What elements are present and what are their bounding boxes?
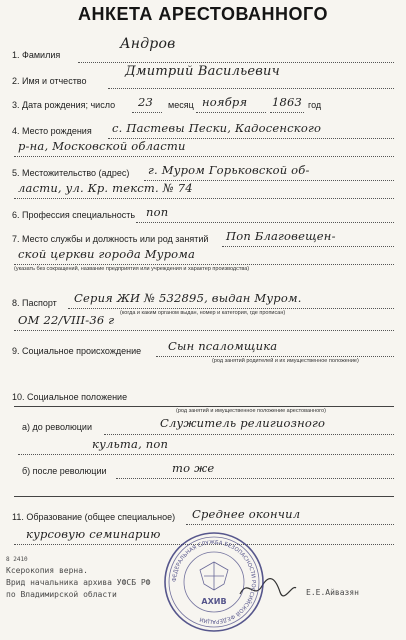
field-6-label: 6. Профессия специальность (12, 210, 136, 220)
field-3-day: 23 (138, 95, 154, 109)
field-1-line (78, 62, 394, 63)
field-9-line (156, 356, 394, 357)
official-seal (162, 530, 266, 634)
signature-name: Е.Е.Айвазян (306, 588, 359, 597)
field-1-label: 1. Фамилия (12, 50, 61, 60)
field-8-value-1: Серия ЖИ № 532895, выдан Муром. (74, 291, 302, 305)
document-title: АНКЕТА АРЕСТОВАННОГО (77, 4, 329, 24)
field-6-line (136, 222, 394, 223)
field-5-line-2 (14, 198, 394, 199)
field-1-value: Андров (120, 36, 176, 52)
field-8-label: 8. Паспорт (12, 298, 57, 308)
field-6-value: поп (146, 205, 169, 219)
field-3-year-line (270, 112, 304, 113)
field-2-value: Дмитрий Васильевич (125, 64, 280, 79)
archive-page-number: 8 2410 (6, 556, 28, 563)
field-11-value-1: Среднее окончил (192, 507, 301, 521)
field-11-line-1 (186, 524, 394, 525)
field-2-label: 2. Имя и отчество (12, 76, 87, 86)
seal-center-text: АХИВ (201, 597, 227, 606)
field-10b-value: то же (172, 461, 215, 475)
field-10-caption: (род занятий и имущественное положение арестованного) (176, 408, 326, 414)
field-10b-line (116, 478, 394, 479)
field-7-line-1 (222, 246, 394, 247)
field-10a-line-2 (18, 454, 394, 455)
field-4-label: 4. Место рождения (12, 126, 92, 136)
field-8-line-1 (68, 308, 394, 309)
field-11-value-2: курсовую семинарию (26, 527, 161, 541)
certification-line-3: по Владимирской области (6, 590, 117, 599)
field-10a-value-2: культа, поп (92, 437, 169, 451)
field-8-caption: (когда и каким органом выдан, номер и категория, где прописан) (120, 310, 286, 316)
seal-ring-text: ФЕДЕРАЛЬНАЯ СЛУЖБА БЕЗОПАСНОСТИ РОССИЙСКОЙ ФЕДЕРАЦИИ (171, 539, 257, 625)
field-7-label: 7. Место службы и должность или род занятий (12, 234, 209, 244)
field-3-year-label: год (308, 100, 322, 110)
field-10a-line-1 (104, 434, 394, 435)
field-8-line-2 (14, 330, 394, 331)
field-9-value: Сын псаломщика (168, 339, 278, 353)
field-10-label: 10. Социальное положение (12, 392, 128, 402)
certification-line-1: Ксерокопия верна. (6, 566, 88, 575)
certification-line-2: Врид начальника архива УФСБ РФ (6, 578, 151, 587)
field-7-line-2 (14, 264, 394, 265)
field-10a-label: а) до революции (22, 422, 92, 432)
section-divider (14, 496, 394, 497)
field-3-label: 3. Дата рождения; число (12, 100, 116, 110)
field-9-label: 9. Социальное происхождение (12, 346, 142, 356)
field-4-value-2: р-на, Московской области (18, 139, 186, 153)
field-10a-value-1: Служитель религиозного (160, 416, 326, 430)
field-3-month: ноября (202, 95, 248, 109)
field-10-line (14, 406, 394, 407)
field-3-month-line (196, 112, 266, 113)
field-4-value-1: с. Пастевы Пески, Кадосенского (112, 121, 322, 135)
field-4-line-2 (14, 156, 394, 157)
field-5-value-2: ласти, ул. Кр. текст. № 74 (18, 181, 193, 195)
field-3-month-label: месяц (168, 100, 194, 110)
field-3-day-line (132, 112, 162, 113)
field-7-caption: (указать без сокращений, название предприятия или учреждения и характер производства) (14, 266, 250, 272)
field-5-value-1: г. Муром Горьковской об- (148, 163, 310, 177)
field-5-label: 5. Местожительство (адрес) (12, 168, 130, 178)
field-10b-label: б) после революции (22, 466, 107, 476)
field-2-line (108, 88, 394, 89)
field-7-value-2: ской церкви города Мурома (18, 247, 196, 261)
field-9-caption: (род занятий родителей и их имущественное положение) (212, 358, 359, 364)
field-7-value-1: Поп Благовещен- (226, 229, 336, 243)
field-3-year: 1863 (272, 95, 303, 109)
field-8-value-2: ОМ 22/VIII-36 г (18, 313, 115, 327)
field-11-label: 11. Образование (общее специальное) (12, 512, 176, 522)
